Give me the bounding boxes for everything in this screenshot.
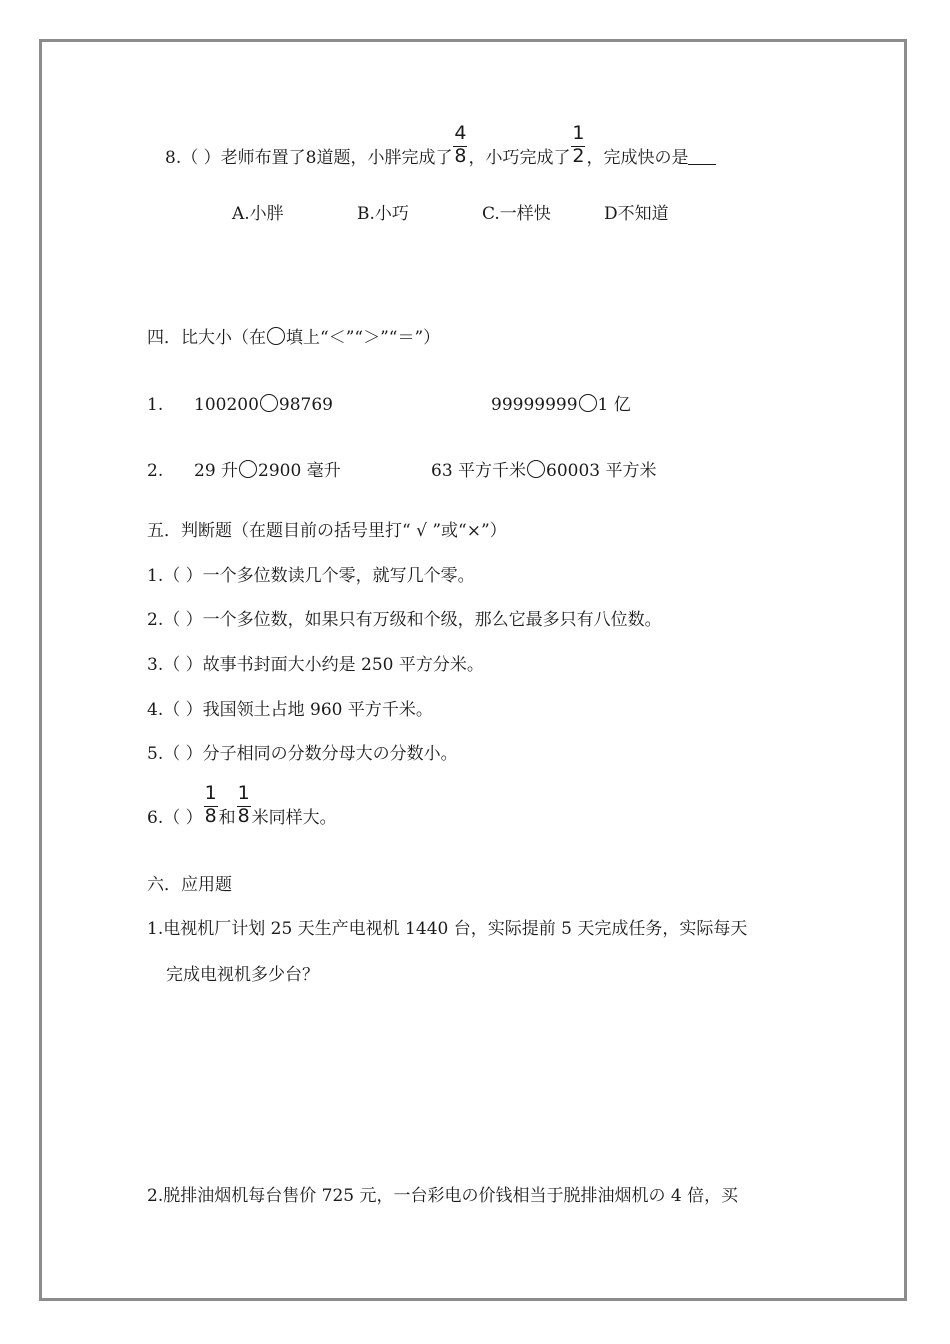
q8-suffix: ，完成快の是 [586, 148, 689, 168]
item6-suffix: 米同样大。 [251, 808, 337, 828]
compare-item-b [491, 394, 631, 416]
fraction-numerator: 1 [237, 781, 250, 804]
judge-item-3: 3.（ ）故事书封面大小约是 250 平方分米。 [147, 655, 484, 675]
option-d: D不知道 [604, 204, 669, 224]
judge-item-4: 4.（ ）我国领土占地 960 平方千米。 [147, 700, 433, 720]
q8-middle: ，小巧完成了 [468, 148, 571, 168]
fraction-denominator: 8 [454, 144, 467, 167]
compare-right: 1 亿 [597, 395, 631, 415]
section-5-title: 五．判断题（在题目前の括号里打“ √ ”或“×”） [147, 521, 507, 541]
answer-circle[interactable] [579, 394, 597, 412]
fraction-4-8 [452, 121, 468, 170]
option-c: C.一样快 [482, 204, 551, 224]
compare-left: 100200 [194, 395, 259, 415]
word-problem-1-line-2: 完成电视机多少台？ [166, 965, 319, 985]
judge-item-1: 1.（ ）一个多位数读几个零，就写几个零。 [147, 566, 475, 586]
section-4-title [147, 327, 440, 349]
compare-item-a [194, 460, 341, 482]
row-number: 1. [147, 395, 164, 415]
compare-left: 29 升 [194, 461, 239, 481]
fraction-1-8 [236, 781, 252, 830]
fraction-denominator: 8 [237, 804, 250, 827]
fraction-numerator: 4 [454, 121, 467, 144]
word-problem-2-line-1: 2.脱排油烟机每台售价 725 元，一台彩电の价钱相当于脱排油烟机の 4 倍，买 [147, 1186, 739, 1206]
answer-blank[interactable] [688, 148, 716, 165]
answer-circle[interactable] [239, 460, 257, 478]
fraction-denominator: 2 [572, 144, 585, 167]
answer-circle[interactable] [527, 460, 545, 478]
q8-prefix: 8.（ ）老师布置了8道题，小胖完成了 [165, 148, 453, 168]
fraction-denominator: 8 [204, 804, 217, 827]
compare-item-b [431, 460, 657, 482]
judge-item-6 [147, 781, 337, 830]
compare-right: 98769 [278, 395, 333, 415]
section-4-title-post: 填上“＜”“＞”“＝”） [286, 328, 441, 348]
option-b: B.小巧 [357, 204, 409, 224]
item6-mid: 和 [218, 808, 236, 828]
circle-icon [267, 327, 285, 345]
question-8 [165, 121, 716, 170]
compare-left: 63 平方千米 [431, 461, 527, 481]
row-number: 2. [147, 461, 164, 481]
answer-circle[interactable] [260, 394, 278, 412]
option-a: A.小胖 [232, 204, 284, 224]
section-4-title-pre: 四．比大小（在 [147, 328, 266, 348]
judge-item-5: 5.（ ）分子相同の分数分母大の分数小。 [147, 744, 458, 764]
word-problem-1-line-1: 1.电视机厂计划 25 天生产电视机 1440 台，实际提前 5 天完成任务，实际每天 [147, 919, 748, 939]
fraction-1-8 [203, 781, 219, 830]
judge-item-2: 2.（ ）一个多位数，如果只有万级和个级，那么它最多只有八位数。 [147, 610, 662, 630]
fraction-numerator: 1 [204, 781, 217, 804]
fraction-1-2 [570, 121, 586, 170]
section-6-title: 六．应用题 [147, 875, 232, 895]
item6-prefix: 6.（ ） [147, 808, 203, 828]
compare-item-a [194, 394, 333, 416]
compare-right: 2900 毫升 [258, 461, 341, 481]
compare-left: 99999999 [491, 395, 578, 415]
fraction-numerator: 1 [572, 121, 585, 144]
compare-right: 60003 平方米 [546, 461, 657, 481]
